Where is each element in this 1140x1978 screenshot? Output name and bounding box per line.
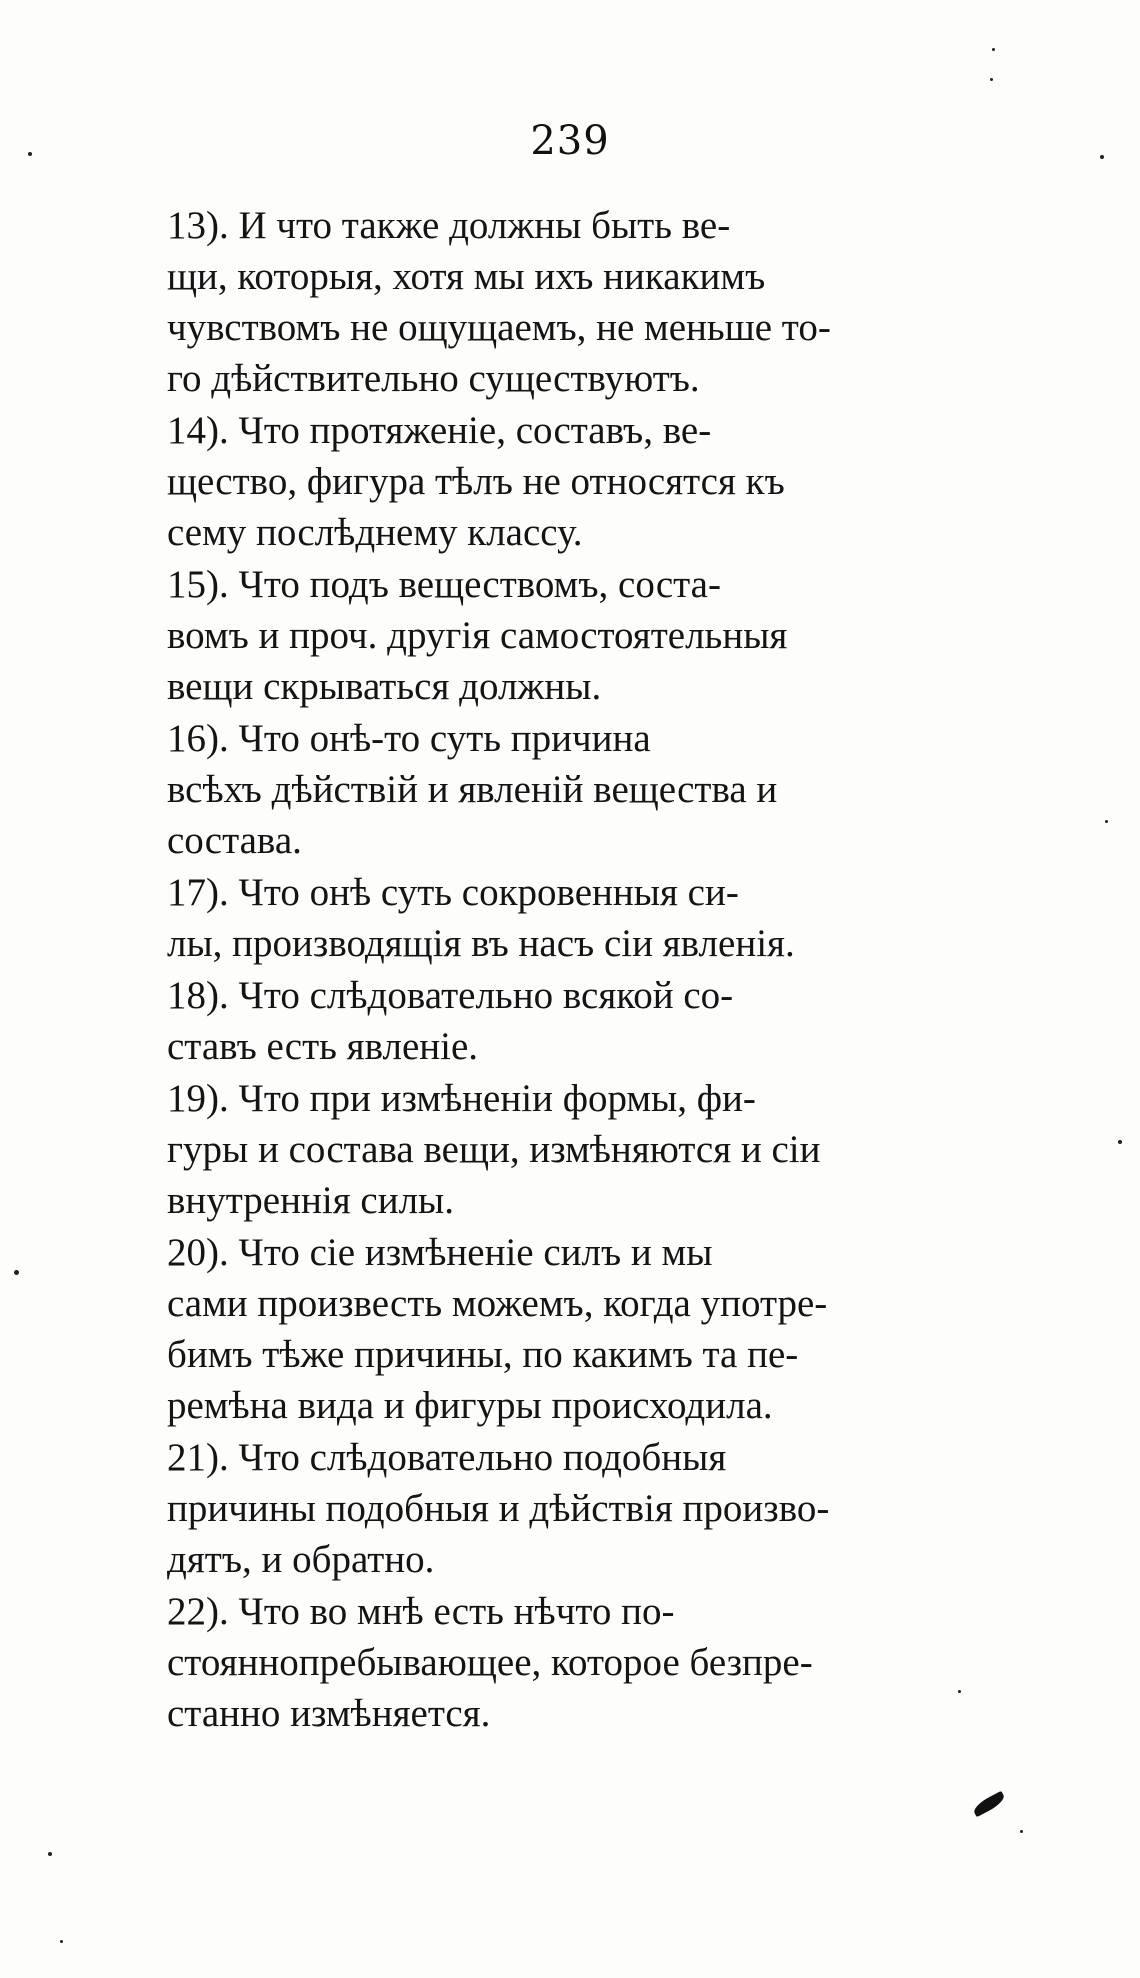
text-line: внутреннія силы. [167, 1179, 454, 1222]
scan-speck [992, 48, 995, 51]
scan-speck [1100, 155, 1104, 159]
paragraph-22 [72, 1586, 964, 1739]
scan-speck [48, 1852, 52, 1856]
text-line: ставъ есть явленіе. [167, 1025, 479, 1068]
text-line: щи, которыя, хотя мы ихъ никакимъ [167, 255, 766, 298]
paragraph-15 [72, 559, 964, 712]
text-line: гуры и состава вещи, измѣняются и сіи [167, 1128, 821, 1171]
scan-speck [60, 1940, 63, 1943]
text-line: бимъ тѣже причины, по какимъ та пе- [167, 1333, 799, 1376]
text-line: дятъ, и обратно. [167, 1538, 435, 1581]
scan-speck [958, 1690, 961, 1693]
text-line: стояннопребывающее, которое безпре- [167, 1641, 813, 1684]
paragraph-20 [72, 1227, 964, 1431]
paragraph-18 [72, 970, 964, 1072]
text-line: вомъ и проч. другія самостоятельныя [167, 614, 788, 657]
scan-speck [14, 1270, 19, 1275]
text-line: состава. [167, 819, 302, 862]
text-line: го дѣйствительно существуютъ. [167, 357, 700, 400]
text-line: щество, фигура тѣлъ не относятся къ [167, 460, 785, 503]
page-number: 239 [530, 118, 610, 164]
paragraph-19 [72, 1073, 964, 1226]
text-line: 17). Что онѣ суть сокровенныя си- [167, 871, 739, 914]
text-line: 15). Что подъ веществомъ, соста- [167, 563, 721, 606]
scan-speck [28, 152, 32, 156]
scan-speck [1118, 1140, 1122, 1144]
text-line: ремѣна вида и фигуры происходила. [167, 1384, 773, 1427]
paragraph-13 [72, 200, 964, 404]
text-line: чувствомъ не ощущаемъ, не меньше то- [167, 306, 831, 349]
text-line: 19). Что при измѣненіи формы, фи- [167, 1077, 756, 1120]
body-text [72, 200, 964, 1740]
text-line: 13). И что также должны быть ве- [167, 204, 731, 247]
text-line: причины подобныя и дѣйствія произво- [167, 1487, 830, 1530]
text-line: лы, производящія въ насъ сіи явленія. [167, 922, 795, 965]
text-line: сему послѣднему классу. [167, 511, 583, 554]
ink-mark [971, 1791, 1007, 1818]
text-line: 18). Что слѣдовательно всякой со- [167, 974, 734, 1017]
text-line: 22). Что во мнѣ есть нѣчто по- [167, 1590, 675, 1633]
text-line: всѣхъ дѣйствій и явленій вещества и [167, 768, 778, 811]
text-line: 21). Что слѣдовательно подобныя [167, 1436, 727, 1479]
scan-speck [1020, 1830, 1023, 1833]
scan-speck [1105, 820, 1108, 823]
text-line: 20). Что сіе измѣненіе силъ и мы [167, 1231, 713, 1274]
text-line: 16). Что онѣ-то суть причина [167, 717, 651, 760]
scan-speck [990, 78, 993, 81]
text-line: сами произвесть можемъ, когда употре- [167, 1282, 828, 1325]
paragraph-17 [72, 867, 964, 969]
paragraph-14 [72, 405, 964, 558]
text-line: вещи скрываться должны. [167, 665, 602, 708]
paragraph-21 [72, 1432, 964, 1585]
text-line: станно измѣняется. [167, 1692, 491, 1735]
text-line: 14). Что протяженіе, составъ, ве- [167, 409, 712, 452]
paragraph-16 [72, 713, 964, 866]
